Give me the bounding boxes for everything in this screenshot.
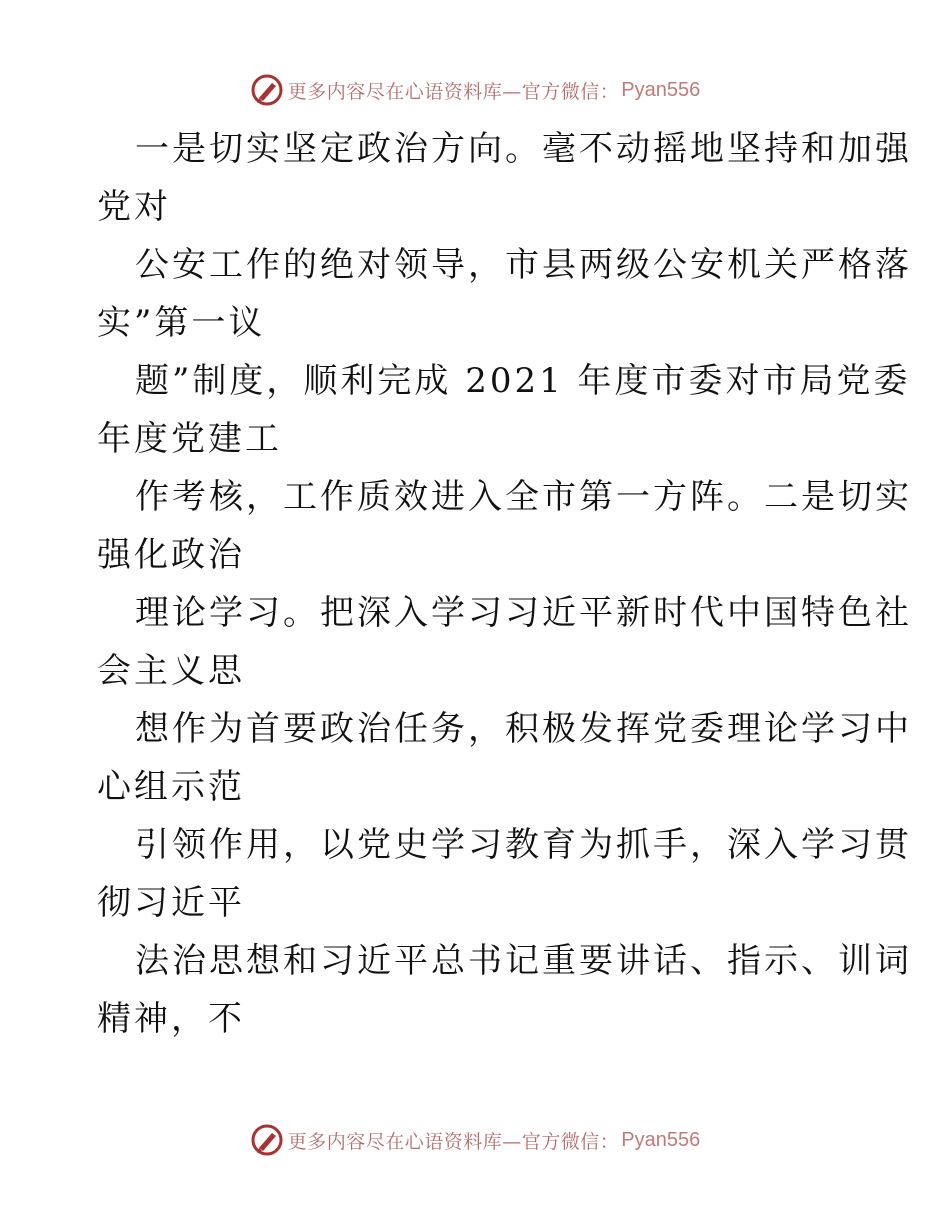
footer-banner — [0, 1122, 950, 1158]
footer-banner-text: 更多内容尽在心语资料库—官方微信： — [287, 1130, 620, 1153]
body-line: 党对 — [97, 187, 171, 227]
body-line: 会主义思 — [97, 651, 245, 691]
header-wechat-id: Pyan556 — [621, 78, 701, 101]
body-line: 心组示范 — [97, 767, 245, 807]
pen-circle-logo-icon — [250, 1123, 284, 1157]
body-line: 年度党建工 — [97, 419, 282, 459]
pen-circle-logo-icon — [250, 73, 284, 107]
body-line: 题”制度，顺利完成 2021 年度市委对市局党委 — [135, 361, 911, 401]
body-line: 作考核，工作质效进入全市第一方阵。二是切实 — [135, 477, 912, 517]
footer-wechat-id: Pyan556 — [621, 1128, 701, 1151]
body-line: 实”第一议 — [97, 303, 266, 343]
body-line: 引领作用，以党史学习教育为抓手，深入学习贯 — [135, 825, 912, 865]
body-line: 彻习近平 — [97, 883, 245, 923]
body-line: 想作为首要政治任务，积极发挥党委理论学习中 — [135, 709, 912, 749]
body-line: 法治思想和习近平总书记重要讲话、指示、训词 — [135, 941, 912, 981]
body-line: 强化政治 — [97, 535, 245, 575]
body-line: 一是切实坚定政治方向。毫不动摇地坚持和加强 — [135, 129, 912, 169]
document-body — [97, 120, 912, 1048]
header-banner — [0, 72, 950, 108]
header-banner-text: 更多内容尽在心语资料库—官方微信： — [287, 80, 620, 103]
body-line: 精神，不 — [97, 999, 245, 1039]
body-line: 理论学习。把深入学习习近平新时代中国特色社 — [135, 593, 912, 633]
body-line: 公安工作的绝对领导，市县两级公安机关严格落 — [135, 245, 912, 285]
